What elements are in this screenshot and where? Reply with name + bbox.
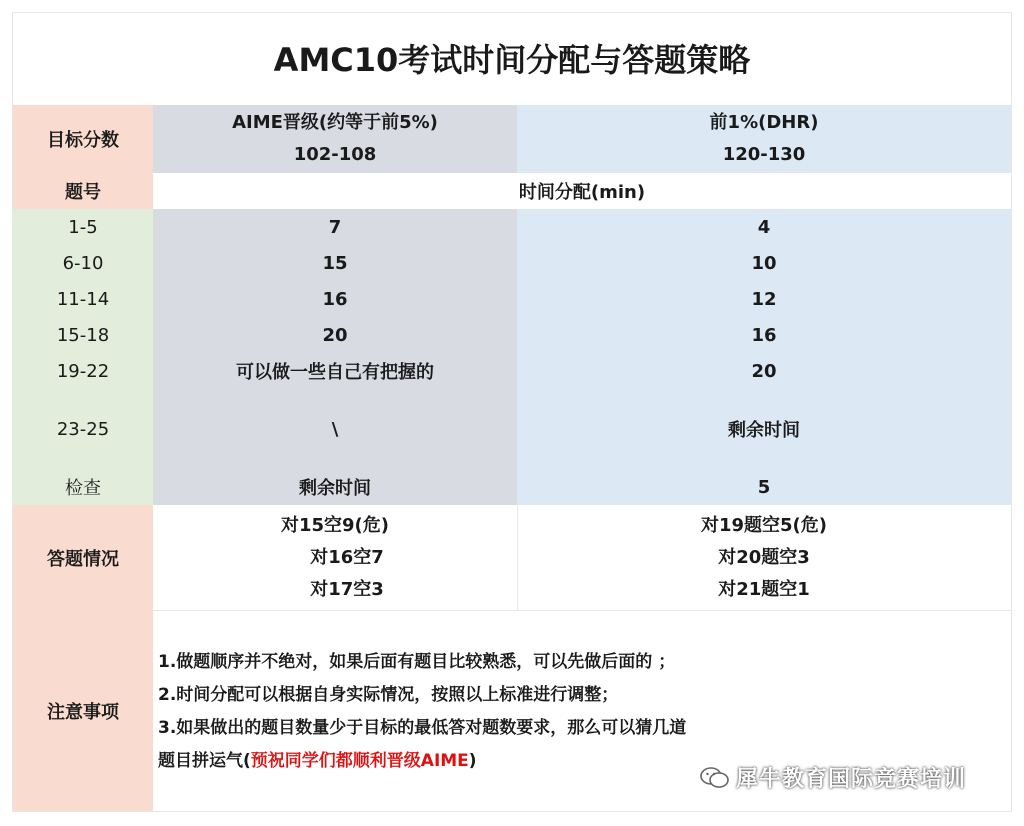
target-score-label: 目标分数 [13,105,153,173]
aime-answer-line: 对17空3 [310,578,384,600]
dhr-answer-line: 对21题空1 [718,578,810,600]
table-row-aime: 剩余时间 [299,478,371,499]
table-row-dhr: 10 [751,252,777,274]
question-number-label: 题号 [13,173,153,209]
table-row-q: 11-14 [56,288,110,310]
divider [153,610,1011,611]
note-item: 3.如果做出的题目数量少于目标的最低答对题数要求，那么可以猜几道 [158,718,687,738]
aime-target-header [153,105,517,173]
watermark [700,762,966,793]
dhr-answer-line: 对20题空3 [718,546,810,568]
time-allocation-header: 时间分配(min) [153,173,1011,209]
aime-target-range: 102-108 [293,144,377,165]
divider [517,505,518,610]
aime-target-title: AIME晋级(约等于前5%) [232,112,438,133]
note-last-prefix: 题目拼运气( [158,751,251,771]
table-row-dhr: 12 [751,288,777,310]
note-item: 1.做题顺序并不绝对，如果后面有题目比较熟悉，可以先做后面的 ； [158,652,676,672]
dhr-target-header [517,105,1011,173]
page-title: AMC10考试时间分配与答题策略 [273,41,751,79]
watermark-text: 犀牛教育国际竞赛培训 [736,767,967,792]
aime-answers [153,505,517,610]
note-last-suffix: ) [468,751,477,771]
table-row-q: 23-25 [56,418,110,440]
table-row-aime: \ [331,418,339,440]
table-row-dhr: 剩余时间 [728,420,800,441]
table-row-q: 1-5 [68,216,98,238]
note-item: 2.时间分配可以根据自身实际情况，按照以上标准进行调整； [158,685,619,705]
aime-answer-line: 对16空7 [310,546,384,568]
dhr-target-range: 120-130 [722,144,806,165]
table-row-q: 15-18 [56,324,110,346]
dhr-target-title: 前1%(DHR) [709,112,819,133]
dhr-answers [517,505,1011,610]
dhr-answer-line: 对19题空5(危) [700,514,828,536]
wechat-icon [700,766,730,790]
notes-label: 注意事项 [13,610,153,811]
table-row-aime: 16 [322,288,348,310]
table-row-aime: 15 [322,252,348,274]
note-highlight: 预祝同学们都顺利晋级AIME [250,751,469,771]
table-row-dhr: 20 [751,360,777,382]
answers-label: 答题情况 [13,505,153,610]
table-row-dhr: 5 [757,476,771,498]
aime-answer-line: 对15空9(危) [280,514,390,536]
table-row-aime: 7 [328,216,342,238]
table-row-dhr: 4 [757,216,771,238]
table-row-q: 19-22 [56,360,110,382]
table-row-dhr: 16 [751,324,777,346]
table-row-aime: 可以做一些自己有把握的 [236,362,434,383]
table-row-q: 6-10 [62,252,104,274]
notes-text [158,646,918,778]
table-row-q: 检查 [65,478,101,499]
table-row-aime: 20 [322,324,348,346]
